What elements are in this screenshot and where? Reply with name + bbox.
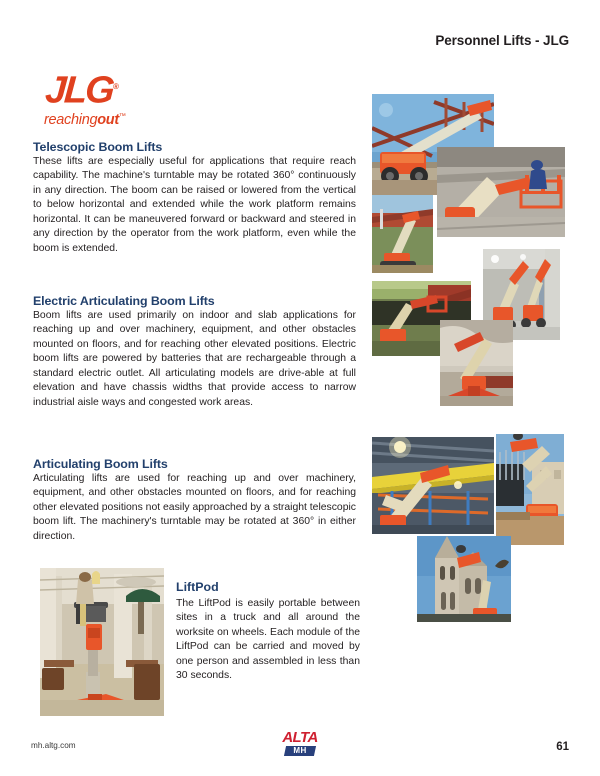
registered-trademark-icon: ® bbox=[112, 82, 120, 91]
photo-liftpod-interior bbox=[40, 568, 164, 716]
section-heading-electric-articulating: Electric Articulating Boom Lifts bbox=[33, 294, 215, 308]
section-body-articulating: Articulating lifts are used for reaching up and over machinery, equipment, and other obstacles mounted on floors, and for reaching other elevated positions not easily approached by a straight telescopic boom lift. The machinery's turntable may be rotated at 360° in either direction. bbox=[33, 473, 356, 542]
alta-mh-logo bbox=[273, 730, 327, 756]
photo-boom-platform-operator bbox=[437, 147, 565, 237]
jlg-wordmark bbox=[44, 68, 197, 110]
photo-boom-compact-crawler bbox=[440, 320, 513, 406]
section-body-telescopic: These lifts are especially useful for applications that require reach capability. The machine's turntable may be rotated 360° continuously in any direction. The boom can be raised or lowered from the vertical to below horizontal and extended while the work platform remains horizontal. It can be maneuvered forward or backward and steered in any direction by the operator from the work platform, even while the boom is extended. bbox=[33, 156, 356, 254]
footer-website-url[interactable]: mh.altg.com bbox=[31, 741, 76, 750]
trademark-icon: ™ bbox=[118, 112, 126, 120]
jlg-wordmark-text: JLG bbox=[43, 69, 115, 112]
section-heading-liftpod: LiftPod bbox=[176, 580, 219, 594]
section-body-electric-articulating: Boom lifts are used primarily on indoor and slab applications for reaching up and over machinery, equipment, and other obstacles mounted on floors, and for reaching other elevated positions. Electric boom lifts are powered by batteries that are rechargeable through a standard electric outlet. All articulating models are drive-able at full elevation and have chassis widths that provide access to narrow industrial aisle ways and congested work areas. bbox=[33, 310, 356, 408]
jlg-tagline-bold: out bbox=[97, 111, 119, 128]
alta-logo-division-badge bbox=[284, 746, 316, 756]
page-header-title: Personnel Lifts - JLG bbox=[435, 33, 569, 48]
photo-tracked-boom-jobsite bbox=[372, 195, 433, 273]
alta-logo-wordmark: ALTA bbox=[282, 729, 318, 746]
alta-logo-division-text: MH bbox=[293, 746, 307, 755]
jlg-logo bbox=[44, 68, 194, 126]
jlg-tagline bbox=[44, 112, 194, 128]
photo-boom-exterior-wall bbox=[496, 434, 564, 545]
section-body-liftpod: The LiftPod is easily portable between sites in a truck and all around the worksite on wheels. Each module of the LiftPod can be carried and moved by one person and assembled in less than 30 seconds. bbox=[176, 598, 360, 682]
section-heading-articulating: Articulating Boom Lifts bbox=[33, 457, 168, 471]
section-heading-telescopic: Telescopic Boom Lifts bbox=[33, 140, 163, 154]
page-number: 61 bbox=[556, 741, 569, 753]
jlg-tagline-light: reaching bbox=[44, 111, 98, 128]
photo-boom-church-steeple bbox=[417, 536, 511, 622]
photo-boom-warehouse-beam bbox=[372, 437, 494, 534]
